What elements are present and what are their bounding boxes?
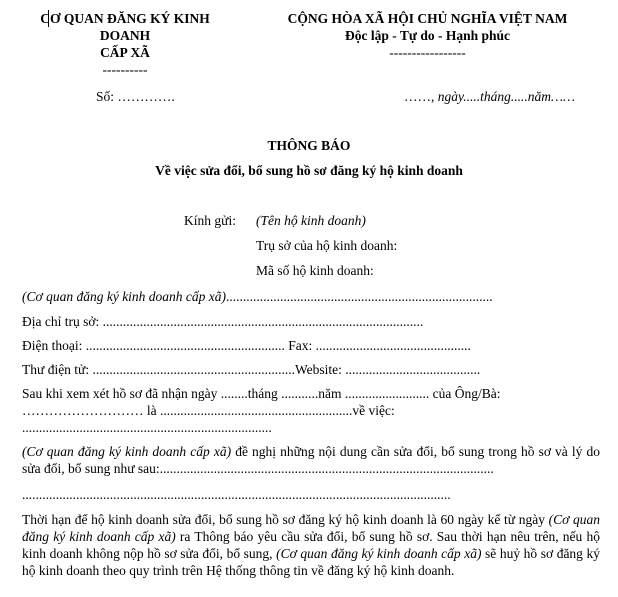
deadline-agency-2: (Cơ quan đăng ký kinh doanh cấp xã) <box>276 546 482 561</box>
agency-name-placeholder: (Cơ quan đăng ký kinh doanh cấp xã) <box>22 289 227 304</box>
deadline-text-2: ra Thông báo yêu cầu sửa đổi, bổ sung hồ sơ. Sau thời hạn nêu trên, nếu hộ kinh doanh không nộp hồ sơ sửa đổi, bổ sung, <box>22 529 600 561</box>
document-date <box>404 88 575 105</box>
agency-separator: ---------- <box>102 62 148 77</box>
review-line-3: .......................................................................... <box>22 420 272 435</box>
agency-line-1: CƠ QUAN ĐĂNG KÝ KINH <box>40 11 210 26</box>
agency-name-dots: ............................................................................... <box>226 289 493 304</box>
agency-line-3: CẤP XÃ <box>100 45 150 60</box>
nation-title: CỘNG HÒA XÃ HỘI CHỦ NGHĨA VIỆT NAM <box>287 11 568 26</box>
agency-name-line <box>22 288 493 305</box>
document-number: Số: …………. <box>96 89 175 104</box>
document-subtitle: Về việc sửa đổi, bổ sung hồ sơ đăng ký hộ kinh doanh <box>155 163 463 178</box>
review-line-1: Sau khi xem xét hồ sơ đã nhận ngày ........tháng ...........năm ......................... của Ông/Bà: <box>22 386 501 401</box>
date-text: ngày.....tháng.....năm…… <box>437 89 576 104</box>
deadline-agency-1: (Cơ quan đăng ký kinh doanh cấp xã) <box>22 512 600 544</box>
agency-phone-fax-line: Điện thoại: ........................................................... Fax: .............................................. <box>22 338 471 353</box>
nation-motto: Độc lập - Tự do - Hạnh phúc <box>344 28 511 43</box>
request-text: đề nghị những nội dung cần sửa đổi, bổ sung trong hồ sơ và lý do sửa đổi, bổ sung như sau: <box>22 444 600 476</box>
deadline-text-1: Thời hạn để hộ kinh doanh sửa đổi, bổ sung hồ sơ đăng ký hộ kinh doanh là 60 ngày kể từ ngày <box>22 512 549 527</box>
review-line-2: ……………………… là .........................................................về việc: <box>22 403 395 418</box>
request-agency: (Cơ quan đăng ký kinh doanh cấp xã) <box>22 444 232 459</box>
recipient-office: Trụ sở của hộ kinh doanh: <box>256 238 398 253</box>
document-title: THÔNG BÁO <box>267 138 351 153</box>
agency-line-2: DOANH <box>99 28 151 43</box>
deadline-text-3: sẽ huỷ hồ sơ đăng ký hộ kinh doanh theo quy trình trên Hệ thống thông tin về đăng ký hộ kinh doanh. <box>22 546 601 578</box>
deadline-paragraph <box>22 511 600 579</box>
recipient-name: (Tên hộ kinh doanh) <box>256 213 366 228</box>
request-dots-inline: ................................................................................................... <box>159 461 494 476</box>
agency-email-website-line: Thư điện tử: ............................................................Website: ........................................ <box>22 362 481 377</box>
nation-separator: ----------------- <box>389 45 466 60</box>
request-dots-line: ............................................................................................................................... <box>22 487 451 502</box>
agency-address-line: Địa chỉ trụ sở: ............................................................................................... <box>22 314 424 329</box>
request-paragraph <box>22 443 600 477</box>
recipient-code: Mã số hộ kinh doanh: <box>256 263 374 278</box>
date-place: ……, <box>404 89 438 104</box>
recipient-label: Kính gửi: <box>184 213 236 228</box>
